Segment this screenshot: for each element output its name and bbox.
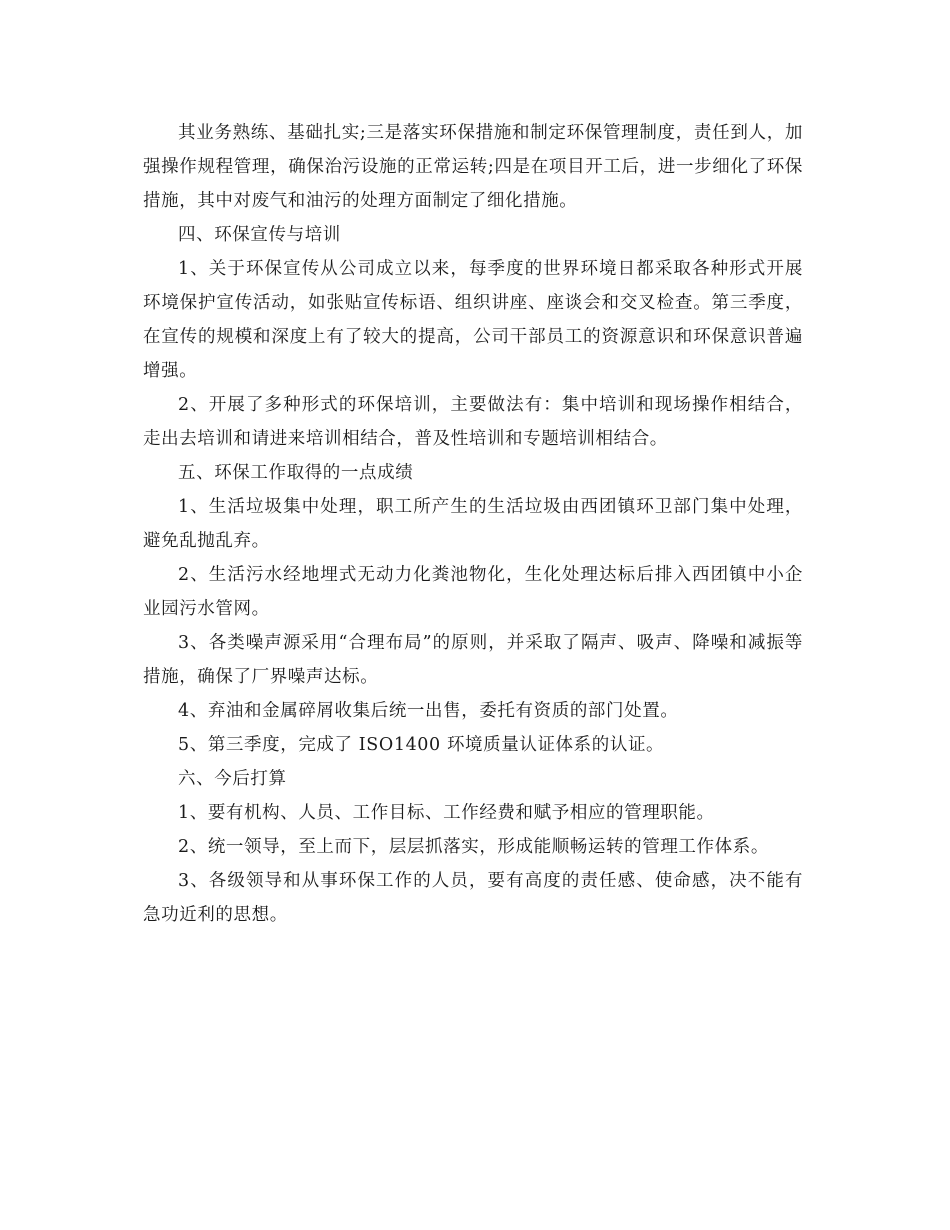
paragraph-noise: 3、各类噪声源采用“合理布局”的原则，并采取了隔声、吸声、降噪和减振等措施，确保了厂界噪声达标。 xyxy=(143,633,803,687)
document-page xyxy=(143,116,803,932)
paragraph-leadership: 2、统一领导，至上而下，层层抓落实，形成能顺畅运转的管理工作体系。 xyxy=(178,837,769,857)
section-heading-achievements: 五、环保工作取得的一点成绩 xyxy=(178,463,414,483)
paragraph-responsibility: 3、各级领导和从事环保工作的人员，要有高度的责任感、使命感，决不能有急功近利的思想。 xyxy=(143,871,803,925)
paragraph-organization: 1、要有机构、人员、工作目标、工作经费和赋予相应的管理职能。 xyxy=(178,803,715,823)
section-heading-publicity-training: 四、环保宣传与培训 xyxy=(178,225,341,245)
paragraph-sewage: 2、生活污水经地埋式无动力化粪池物化，生化处理达标后排入西团镇中小企业园污水管网。 xyxy=(143,565,803,619)
paragraph-garbage: 1、生活垃圾集中处理，职工所产生的生活垃圾由西团镇环卫部门集中处理，避免乱抛乱弃。 xyxy=(143,497,803,551)
paragraph-waste-oil: 4、弃油和金属碎屑收集后统一出售，委托有资质的部门处置。 xyxy=(178,701,679,721)
paragraph-publicity: 1、关于环保宣传从公司成立以来，每季度的世界环境日都采取各种形式开展环境保护宣传活动，如张贴宣传标语、组织讲座、座谈会和交叉检查。第三季度，在宣传的规模和深度上有了较大的提高，公司干部员工的资源意识和环保意识普遍增强。 xyxy=(143,259,803,381)
paragraph-training: 2、开展了多种形式的环保培训，主要做法有：集中培训和现场操作相结合，走出去培训和请进来培训相结合，普及性培训和专题培训相结合。 xyxy=(143,395,803,449)
section-heading-future-plans: 六、今后打算 xyxy=(178,769,287,789)
paragraph-measures-continued: 其业务熟练、基础扎实;三是落实环保措施和制定环保管理制度，责任到人，加强操作规程管理，确保治污设施的正常运转;四是在项目开工后，进一步细化了环保措施，其中对废气和油污的处理方面制定了细化措施。 xyxy=(143,123,803,211)
paragraph-iso-certification: 5、第三季度，完成了 ISO1400 环境质量认证体系的认证。 xyxy=(178,735,665,755)
